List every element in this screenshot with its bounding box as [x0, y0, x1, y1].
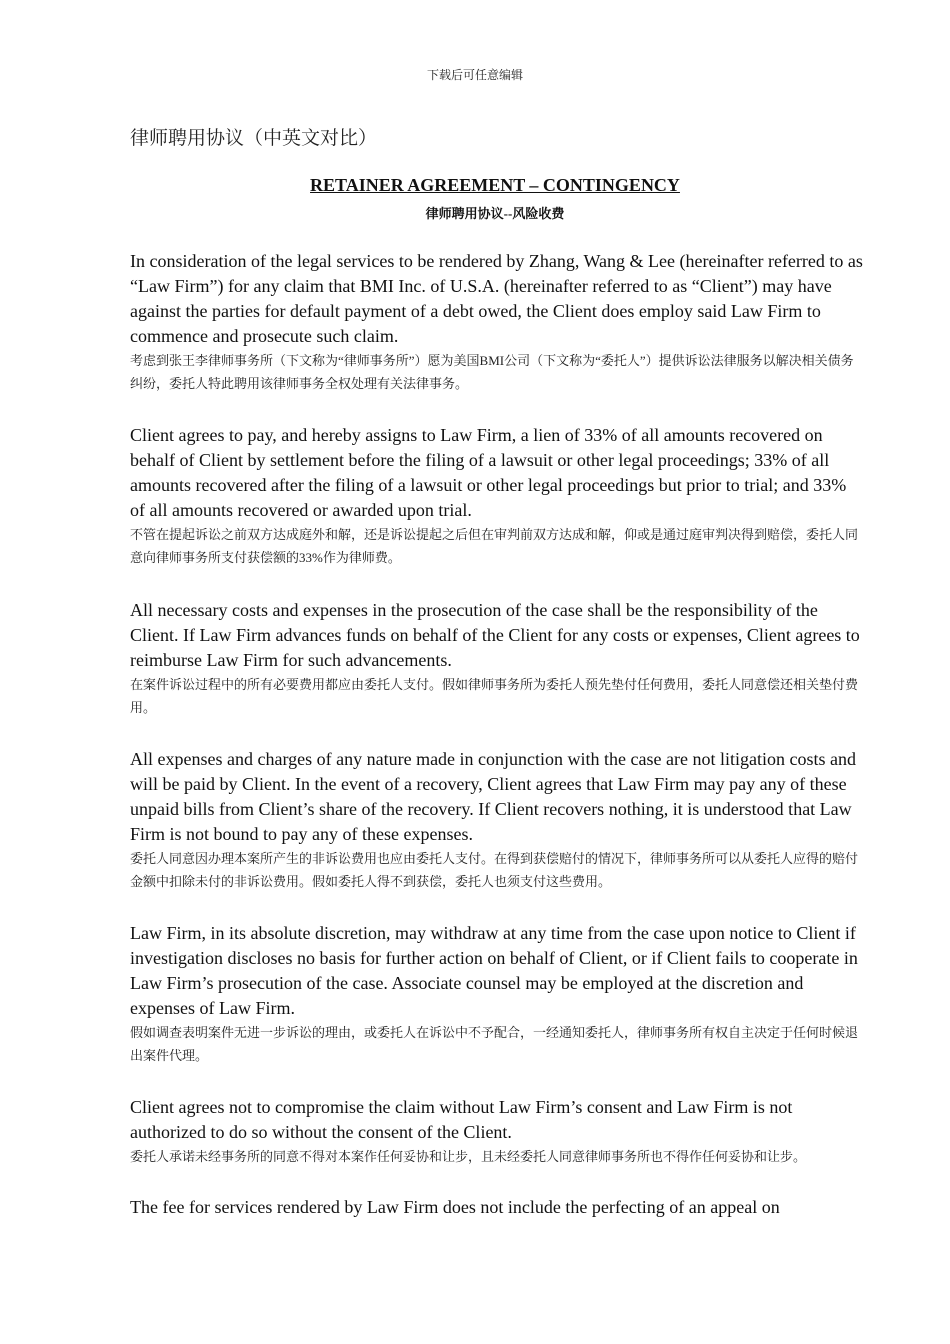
- clause-chinese-text: 委托人承诺未经事务所的同意不得对本案作任何妥协和让步，且未经委托人同意律师事务所也不得作任何妥协和让步。: [130, 1149, 807, 1164]
- clause-costs: [130, 598, 865, 719]
- clause-withdrawal: [130, 921, 865, 1067]
- clause-appeal: [130, 1195, 865, 1220]
- clause-english-text: All expenses and charges of any nature made in conjunction with the case are not litigation costs and will be paid by Client. In the event of a recovery, Client agrees that Law Firm may pay any of these unpaid bills from Client’s share of the recovery. If Client recovers nothing, it is understood that Law Firm is not bound to pay any of these expenses.: [130, 749, 856, 844]
- clause-chinese-text: 假如调查表明案件无进一步诉讼的理由，或委托人在诉讼中不予配合，一经通知委托人，律师事务所有权自主决定于任何时候退出案件代理。: [130, 1025, 859, 1063]
- clause-chinese-text: 在案件诉讼过程中的所有必要费用都应由委托人支付。假如律师事务所为委托人预先垫付任何费用，委托人同意偿还相关垫付费用。: [130, 677, 859, 715]
- clause-english-text: Client agrees not to compromise the claim without Law Firm’s consent and Law Firm is not authorized to do so without the consent of the Client.: [130, 1097, 793, 1142]
- clause-chinese-text: 不管在提起诉讼之前双方达成庭外和解，还是诉讼提起之后但在审判前双方达成和解，仰或是通过庭审判决得到赔偿，委托人同意向律师事务所支付获偿额的33%作为律师费。: [130, 527, 859, 565]
- clause-english-text: The fee for services rendered by Law Firm does not include the perfecting of an appeal on: [130, 1197, 780, 1217]
- clause-expenses: [130, 747, 865, 893]
- clause-engagement: [130, 249, 865, 395]
- document-title: 律师聘用协议（中英文对比）: [130, 128, 378, 149]
- header-note: 下载后可任意编辑: [426, 68, 523, 82]
- clause-fee: [130, 423, 865, 569]
- agreement-title: RETAINER AGREEMENT – CONTINGENCY: [310, 175, 680, 195]
- clause-english-text: Law Firm, in its absolute discretion, may withdraw at any time from the case upon notice to Client if investigation discloses no basis for further action on behalf of Client, or if Client fails to cooperate in Law Firm’s prosecution of the case. Associate counsel may be employed at the discretion and expenses of Law Firm.: [130, 923, 858, 1018]
- clause-english-text: All necessary costs and expenses in the prosecution of the case shall be the responsibility of the Client. If Law Firm advances funds on behalf of the Client for any costs or expenses, Client agrees to reimburse Law Firm for such advancements.: [130, 600, 860, 670]
- clause-english-text: In consideration of the legal services to be rendered by Zhang, Wang & Lee (hereinafter referred to as “Law Firm”) for any claim that BMI Inc. of U.S.A. (hereinafter referred to as “Client”) may have against the parties for default payment of a debt owed, the Client does employ said Law Firm to commence and prosecute such claim.: [130, 251, 863, 346]
- clause-english-text: Client agrees to pay, and hereby assigns to Law Firm, a lien of 33% of all amounts recovered on behalf of Client by settlement before the filing of a lawsuit or other legal proceedings; 33% of all amounts recovered after the filing of a lawsuit or other legal proceedings but prior to trial; and 33% of all amounts recovered or awarded upon trial.: [130, 425, 847, 520]
- clause-compromise: [130, 1095, 865, 1168]
- agreement-subtitle: 律师聘用协议--风险收费: [425, 206, 565, 221]
- clause-chinese-text: 考虑到张王李律师事务所（下文称为“律师事务所”）愿为美国BMI公司（下文称为“委托人”）提供诉讼法律服务以解决相关债务纠纷，委托人特此聘用该律师事务全权处理有关法律事务。: [130, 353, 854, 391]
- clause-chinese-text: 委托人同意因办理本案所产生的非诉讼费用也应由委托人支付。在得到获偿赔付的情况下，律师事务所可以从委托人应得的赔付金额中扣除未付的非诉讼费用。假如委托人得不到获偿，委托人也须支付这些费用。: [130, 851, 859, 889]
